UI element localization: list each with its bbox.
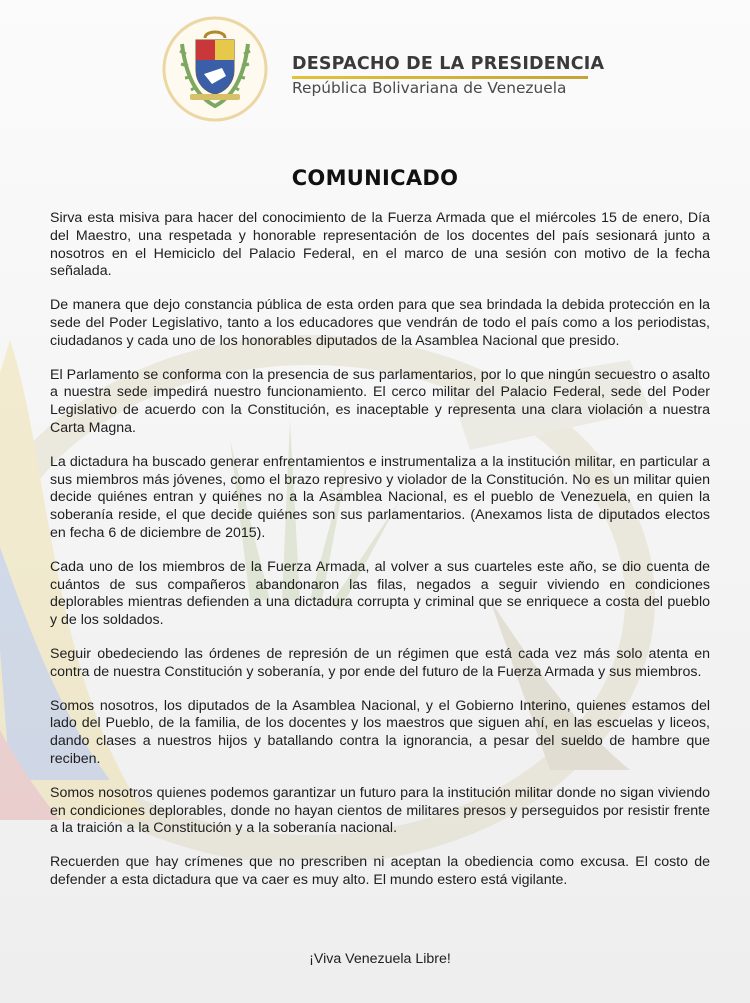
paragraph: Somos nosotros, los diputados de la Asamblea Nacional, y el Gobierno Interino, quienes estamos del lado del Pueblo, de la familia, de los docentes y los maestros que siguen ahí, en las escuelas y liceos, dando clases a nuestros hijos y batallando contra la ignorancia, a pesar del sueldo de hambre que reciben. [50,697,710,767]
document-title: COMUNICADO [291,166,459,190]
paragraph: De manera que dejo constancia pública de esta orden para que sea brindada la debida protección en la sede del Poder Legislativo, tanto a los educadores que vendrán de todo el país como a los periodistas, ciudadanos y cada uno de los honorables diputados de la Asamblea Nacional que presido. [50,297,710,349]
paragraph: Seguir obedeciendo las órdenes de represión de un régimen que está cada vez más solo atenta en contra de nuestra Constitución y soberanía, y por ende del futuro de la Fuerza Armada y sus miembros. [50,645,710,680]
paragraph: El Parlamento se conforma con la presencia de sus parlamentarios, por lo que ningún secuestro o asalto a nuestra sede impedirá nuestro funcionamiento. El cerco militar del Palacio Federal, sede del Poder Legislativo de acuerdo con la Constitución, es inaceptable y representa una clara violación a nuestra Carta Magna. [50,366,710,436]
org-subtitle: República Bolivariana de Venezuela [292,79,567,97]
paragraph: Recuerden que hay crímenes que no prescriben ni aceptan la obediencia como excusa. El costo de defender a esta dictadura que va caer es muy alto. El mundo estero está vigilante. [50,854,710,888]
paragraph: Somos nosotros quienes podemos garantizar un futuro para la institución militar donde no sigan viviendo en condiciones deplorables, donde no hayan cientos de militares presos y perseguidos por resistir frente a la traición a la Constitución y a la soberanía nacional. [50,784,710,837]
org-title: DESPACHO DE LA PRESIDENCIA [292,54,605,74]
paragraph: Cada uno de los miembros de la Fuerza Armada, al volver a sus cuarteles este año, se dio cuenta de cuántos de sus compañeros abandonaron las filas, negados a seguir viviendo en condiciones deplorables mientras defienden a una dictadura corrupta y criminal que se enriquece a costa del pueblo y de los soldados. [50,558,710,629]
letterhead [0,0,750,150]
coat-of-arms-seal-icon [160,14,270,124]
paragraph: Sirva esta misiva para hacer del conocimiento de la Fuerza Armada que el miércoles 15 de enero, Día del Maestro, una respetada y honorable representación de los docentes del país sesionará junto a nosotros en el Hemiciclo del Palacio Federal, en el marco de una sesión con motivo de la fecha señalada. [50,210,710,280]
document-body [50,210,710,906]
closing-line: ¡Viva Venezuela Libre! [309,951,451,967]
paragraph: La dictadura ha buscado generar enfrentamientos e instrumentaliza a la institución militar, en particular a sus miembros más jóvenes, como el brazo represivo y violador de la Constitución. No es un militar quien decide quiénes entran y quiénes no a la Asamblea Nacional, es el pueblo de Venezuela, en quien la soberanía reside, el que decide quiénes son sus parlamentarios. (Anexamos lista de diputados electos en fecha 6 de diciembre de 2015). [50,453,710,541]
